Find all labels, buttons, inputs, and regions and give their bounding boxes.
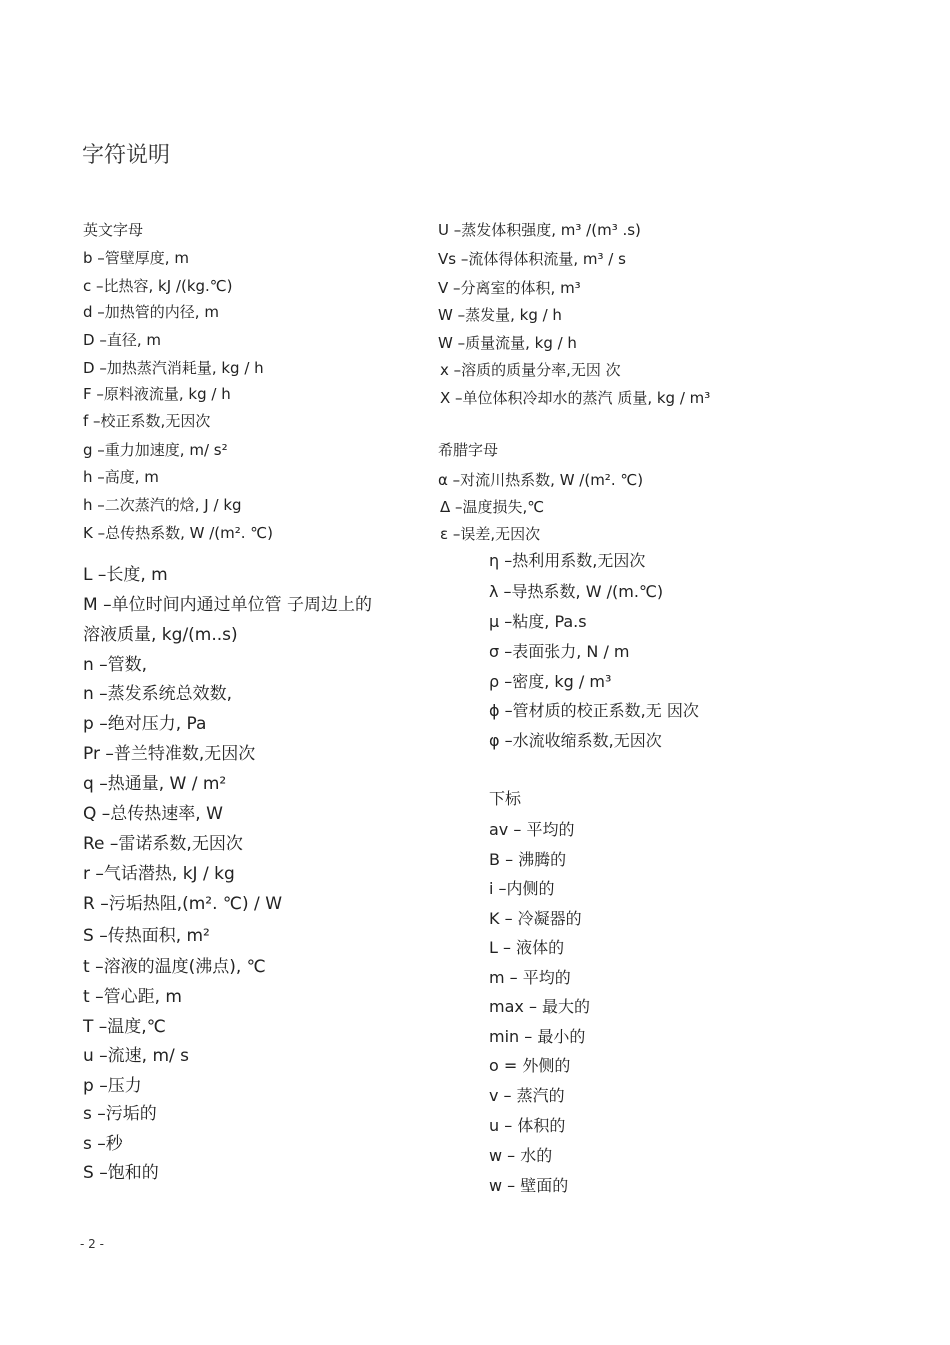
symbol-entry: t –溶液的温度(沸点), ℃	[83, 957, 266, 977]
symbol-entry: d –加热管的内径, m	[83, 303, 219, 321]
symbol-entry: Pr –普兰特准数,无因次	[83, 744, 256, 764]
subscript-entry: m – 平均的	[489, 968, 571, 987]
symbol-entry: W –蒸发量, kg / h	[438, 306, 562, 324]
symbol-entry: h –二次蒸汽的焓, J / kg	[83, 496, 242, 514]
subscript-entry: o = 外侧的	[489, 1056, 571, 1075]
symbol-entry: σ –表面张力, N / m	[489, 642, 630, 661]
symbol-entry: t –管心距, m	[83, 987, 182, 1007]
symbol-entry: λ –导热系数, W /(m.℃)	[489, 582, 664, 601]
subscript-entry: v – 蒸汽的	[489, 1086, 565, 1105]
symbol-entry: p –压力	[83, 1076, 142, 1096]
symbol-entry: S –饱和的	[83, 1163, 159, 1183]
subscript-entry: max – 最大的	[489, 997, 591, 1016]
symbol-entry: s –秒	[83, 1134, 123, 1154]
symbol-entry: W –质量流量, kg / h	[438, 334, 577, 352]
section-heading-greek: 希腊字母	[438, 441, 499, 459]
symbol-entry: g –重力加速度, m/ s²	[83, 441, 228, 459]
symbol-entry: ρ –密度, kg / m³	[489, 672, 612, 691]
symbol-entry: T –温度,℃	[83, 1017, 166, 1037]
symbol-entry: η –热利用系数,无因次	[489, 551, 646, 570]
subscript-entry: w – 水的	[489, 1146, 553, 1165]
symbol-entry: s –污垢的	[83, 1104, 157, 1124]
symbol-entry: L –长度, m	[83, 565, 168, 585]
symbol-entry: b –管壁厚度, m	[83, 249, 189, 267]
symbol-entry: M –单位时间内通过单位管 子周边上的	[83, 595, 372, 615]
symbol-entry: p –绝对压力, Pa	[83, 714, 207, 734]
subscript-entry: K – 冷凝器的	[489, 909, 582, 928]
symbol-entry: U –蒸发体积强度, m³ /(m³ .s)	[438, 221, 641, 239]
symbol-entry: φ –水流收缩系数,无因次	[489, 731, 662, 750]
symbol-entry: X –单位体积冷却水的蒸汽 质量, kg / m³	[440, 389, 711, 407]
symbol-entry: q –热通量, W / m²	[83, 774, 227, 794]
section-heading-english: 英文字母	[83, 221, 144, 239]
symbol-entry: V –分离室的体积, m³	[438, 279, 581, 297]
symbol-entry: Q –总传热速率, W	[83, 804, 223, 824]
symbol-entry: r –气话潜热, kJ / kg	[83, 864, 235, 884]
symbol-entry: Δ –温度损失,℃	[440, 498, 545, 516]
page-title: 字符说明	[82, 143, 171, 168]
symbol-entry: D –加热蒸汽消耗量, kg / h	[83, 359, 264, 377]
page-number: - 2 -	[80, 1237, 104, 1251]
symbol-entry: u –流速, m/ s	[83, 1046, 190, 1066]
subscript-entry: u – 体积的	[489, 1116, 566, 1135]
subscript-entry: B – 沸腾的	[489, 850, 567, 869]
symbol-entry: α –对流川热系数, W /(m². ℃)	[438, 471, 644, 489]
symbol-entry: x –溶质的质量分率,无因 次	[440, 361, 621, 379]
subscript-entry: w – 壁面的	[489, 1176, 569, 1195]
subscript-entry: L – 液体的	[489, 938, 565, 957]
symbol-entry: c –比热容, kJ /(kg.℃)	[83, 277, 233, 295]
symbol-entry: R –污垢热阻,(m². ℃) / W	[83, 894, 283, 914]
symbol-entry: 溶液质量, kg/(m..s)	[83, 625, 238, 645]
symbol-entry: ε –误差,无因次	[440, 525, 541, 543]
symbol-entry: F –原料液流量, kg / h	[83, 385, 231, 403]
subscript-entry: i –内侧的	[489, 879, 555, 898]
subscript-entry: av – 平均的	[489, 820, 575, 839]
symbol-entry: n –管数,	[83, 655, 148, 675]
symbol-entry: f –校正系数,无因次	[83, 412, 211, 430]
symbol-entry: D –直径, m	[83, 331, 161, 349]
symbol-entry: n –蒸发系统总效数,	[83, 684, 233, 704]
section-heading-subscripts: 下标	[489, 789, 522, 808]
symbol-entry: K –总传热系数, W /(m². ℃)	[83, 524, 274, 542]
symbol-entry: Vs –流体得体积流量, m³ / s	[438, 250, 626, 268]
symbol-entry: ϕ –管材质的校正系数,无 因次	[489, 701, 699, 720]
symbol-entry: S –传热面积, m²	[83, 926, 210, 946]
symbol-entry: h –高度, m	[83, 468, 159, 486]
symbol-entry: Re –雷诺系数,无因次	[83, 834, 243, 854]
subscript-entry: min – 最小的	[489, 1027, 586, 1046]
symbol-entry: μ –粘度, Pa.s	[489, 612, 587, 631]
